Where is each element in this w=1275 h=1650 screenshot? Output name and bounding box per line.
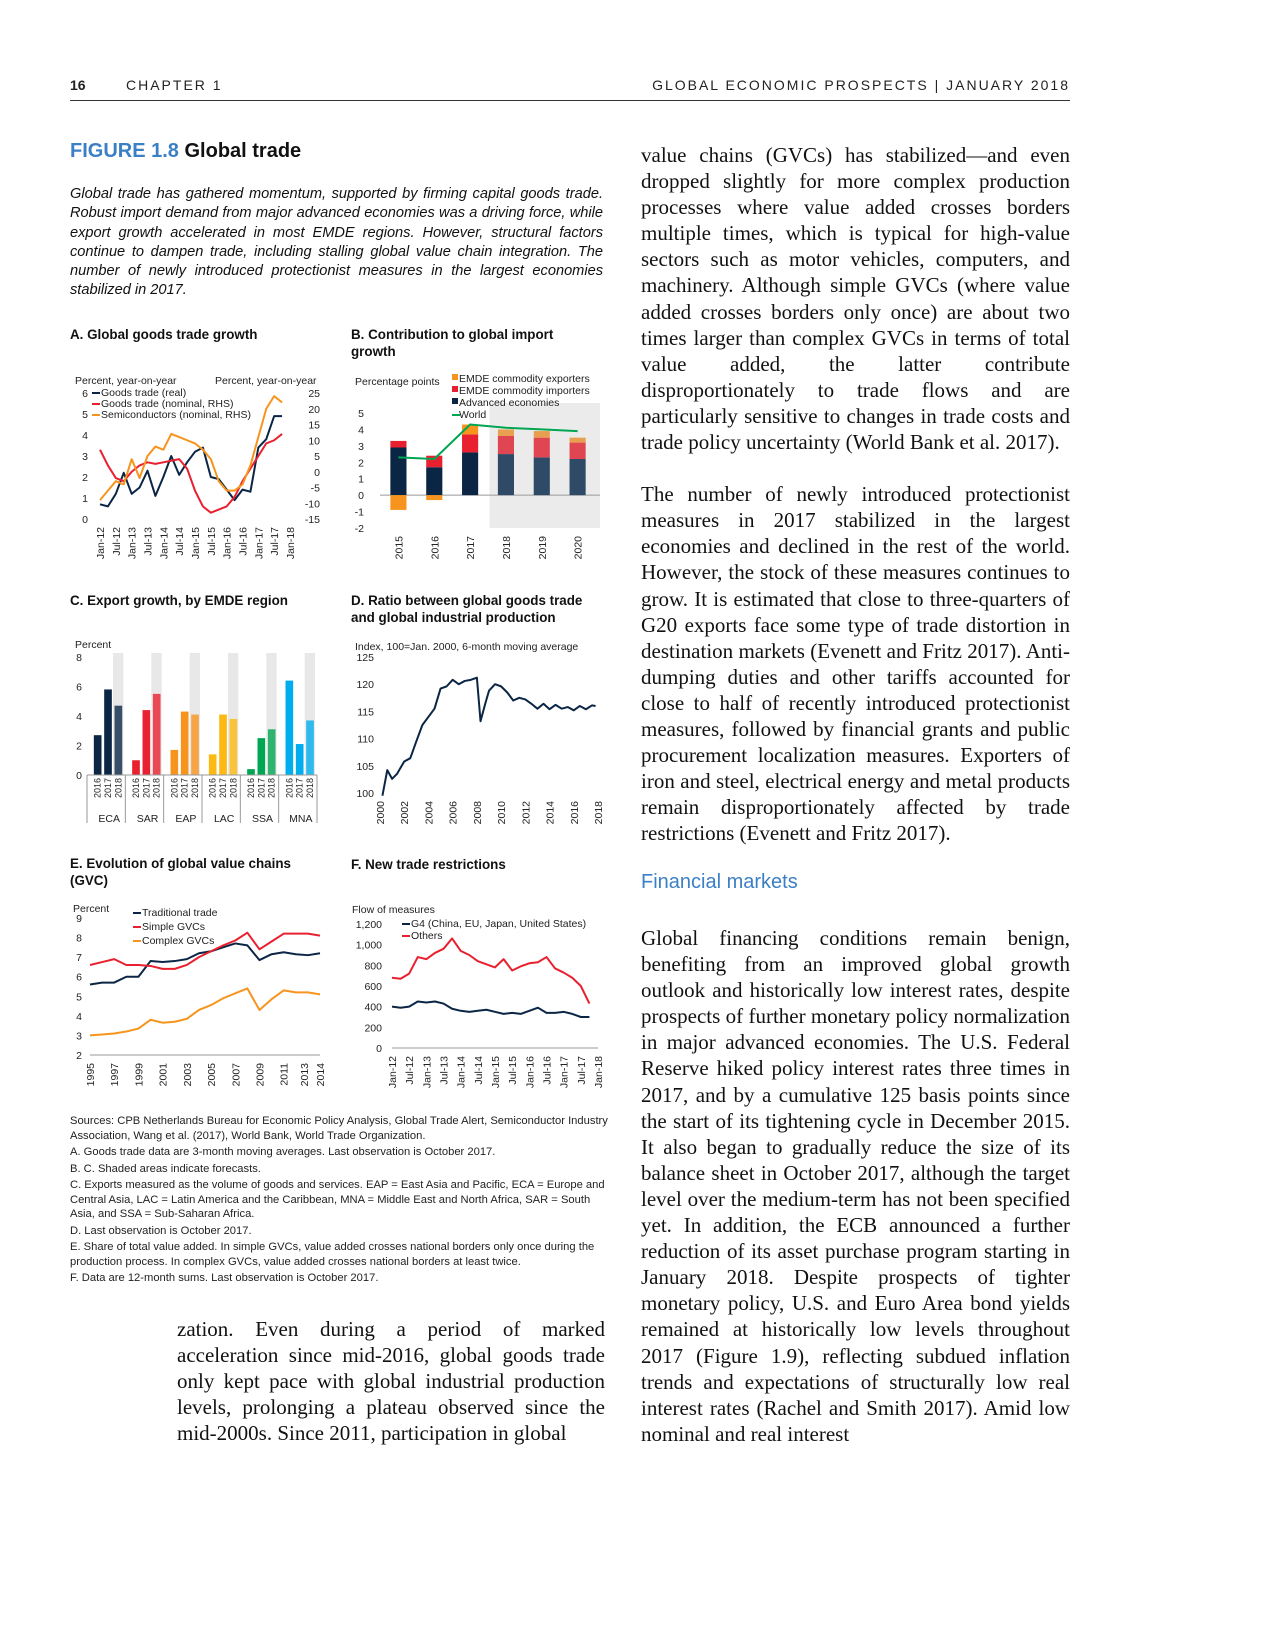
bar xyxy=(268,729,276,775)
paragraph: Global financing conditions remain benign, benefiting from an improved global growth outlook and historically low interest rates, despite prospects of further monetary policy normalization in major advanced economies. The U.S. Federal Reserve hiked policy interest rates three times in 2017, and by a cumulative 125 basis points since the start of its tightening cycle in December 2015. It also began to gradually reduce the size of its balance sheet in October 2017, although the target level over the medium-term has not been specified yet. In addition, the ECB announced a further reduction of its asset purchase program starting in January 2018. Despite prospects of tighter monetary policy, U.S. and Euro Area bond yields remained at historically low levels throughout 2017 (Figure 1.9), reflecting subdued inflation trends and expectations of structurally low real interest rates (Rachel and Smith 2017). Amid low nominal and real interest xyxy=(641,926,1070,1446)
x-tick-label: 2016 xyxy=(246,778,256,799)
category-label: ECA xyxy=(98,813,120,825)
x-tick-label: 2017 xyxy=(256,778,267,799)
y-tick-label: 105 xyxy=(356,760,374,773)
panel-c-title: C. Export growth, by EMDE region xyxy=(70,593,288,608)
x-tick-label: 2003 xyxy=(181,1063,194,1087)
x-tick-label: Jan-18 xyxy=(593,1056,605,1089)
bar-segment xyxy=(498,429,514,436)
bar-segment xyxy=(498,436,514,454)
y-tick-label: 1,200 xyxy=(355,919,382,931)
x-tick-label: 2018 xyxy=(228,778,239,799)
y2-tick-label: 15 xyxy=(308,419,320,432)
y2-tick-label: -15 xyxy=(304,514,320,526)
bar xyxy=(286,681,294,775)
bar-segment xyxy=(426,467,442,495)
legend-label: G4 (China, EU, Japan, United States) xyxy=(411,918,587,930)
bar xyxy=(258,738,266,775)
bar xyxy=(143,710,151,775)
legend-label: Simple GVCs xyxy=(142,921,206,933)
x-tick-label: 2016 xyxy=(429,536,442,560)
right-column-text xyxy=(641,142,1070,872)
bar-segment xyxy=(570,443,586,459)
legend-label: Complex GVCs xyxy=(142,935,215,947)
bar-segment xyxy=(570,438,586,443)
x-tick-label: Jan-15 xyxy=(490,1056,502,1089)
y-tick-label: 4 xyxy=(76,711,82,723)
y-tick-label: 5 xyxy=(358,408,364,420)
x-tick-label: 2017 xyxy=(465,536,478,560)
bar-segment xyxy=(426,456,442,468)
x-tick-label: Jul-15 xyxy=(205,527,218,556)
x-tick-label: Jul-17 xyxy=(575,1056,588,1085)
y-axis-label: Percentage points xyxy=(355,376,440,388)
bar xyxy=(209,754,217,775)
x-tick-label: Jan-12 xyxy=(387,1056,399,1089)
category-label: SSA xyxy=(251,813,274,825)
y-axis-label: Percent, year-on-year xyxy=(75,375,177,387)
legend-label: Goods trade (real) xyxy=(101,387,187,399)
x-tick-label: 2017 xyxy=(179,778,190,799)
y-tick-label: 125 xyxy=(356,652,374,664)
paragraph: The number of newly introduced protectionist measures in 2017 stabilized in the largest economies and declined in the rest of the world. However, the stock of these measures continues to grow. It is estimated that close to three-quarters of G20 exports face some type of trade distortion in destination markets (Evenett and Fritz 2017). Anti-dumping duties and other tariffs accounted for close to half of recently introduced protectionist measures, followed by financial grants and public procurement localization measures. Exporters of iron and steel, electrical energy and metal products remain disproportionately affected by trade restrictions (Evenett and Fritz 2017). xyxy=(641,482,1070,846)
y-tick-label: 8 xyxy=(76,932,82,945)
bar-segment xyxy=(534,457,550,495)
note-a: A. Goods trade data are 3-month moving averages. Last observation is October 2017. xyxy=(70,1146,496,1158)
y-tick-label: 4 xyxy=(358,424,364,437)
note-sources: Sources: CPB Netherlands Bureau for Economic Policy Analysis, Global Trade Alert, Semiconductor Industry Association, Wang et al. (2017), World Bank, World Trade Organization. xyxy=(70,1115,608,1142)
y-tick-label: 8 xyxy=(76,652,82,664)
series-line xyxy=(392,938,589,1003)
legend-label: Semiconductors (nominal, RHS) xyxy=(101,409,251,421)
y-tick-label: 100 xyxy=(356,788,374,800)
x-tick-label: 2014 xyxy=(544,801,557,825)
x-tick-label: Jan-16 xyxy=(524,1056,537,1089)
y2-tick-label: 10 xyxy=(308,435,320,448)
bar xyxy=(296,744,304,775)
y-tick-label: 1 xyxy=(82,493,88,505)
chapter-label: CHAPTER 1 xyxy=(126,77,223,93)
bar-segment xyxy=(534,438,550,458)
note-c: C. Exports measured as the volume of goods and services. EAP = East Asia and Pacific, ECA = Europe and Central Asia, LAC = Latin America and the Caribbean, MNA = Middle East and North Africa, SAR = South Asia, and SSA = Sub-Saharan Africa. xyxy=(70,1179,605,1220)
bar-segment xyxy=(462,452,478,495)
x-tick-label: Jan-12 xyxy=(95,527,107,560)
y2-tick-label: 0 xyxy=(314,466,320,479)
x-tick-label: Jul-16 xyxy=(541,1056,554,1085)
x-tick-label: Jul-12 xyxy=(110,527,123,556)
y-tick-label: 110 xyxy=(357,733,374,746)
bar-segment xyxy=(426,495,442,500)
legend-label: Goods trade (nominal, RHS) xyxy=(101,398,234,410)
x-tick-label: 2017 xyxy=(218,778,229,799)
bar xyxy=(181,712,189,775)
category-label: MNA xyxy=(289,813,313,825)
page-number: 16 xyxy=(70,77,86,93)
x-tick-label: Jan-17 xyxy=(558,1056,571,1089)
bar-segment xyxy=(390,441,406,448)
bar xyxy=(306,720,314,775)
y-tick-label: 2 xyxy=(358,457,364,470)
note-e: E. Share of total value added. In simple GVCs, value added crosses national borders only once during the production process. In complex GVCs, value added crosses national borders at least twice. xyxy=(70,1241,595,1268)
bar-segment xyxy=(390,495,406,510)
figure-notes xyxy=(70,1114,610,1288)
x-tick-label: 2014 xyxy=(315,1063,327,1087)
x-tick-label: Jan-18 xyxy=(285,527,297,560)
x-tick-label: 2004 xyxy=(423,801,436,825)
y-tick-label: 9 xyxy=(76,913,82,925)
legend-label: Others xyxy=(411,930,443,942)
figure-number: FIGURE 1.8 xyxy=(70,140,179,162)
bar-segment xyxy=(498,454,514,495)
y-tick-label: 600 xyxy=(364,981,382,993)
y-tick-label: 3 xyxy=(76,1030,82,1043)
figure-title-text: Global trade xyxy=(184,140,302,162)
y-tick-label: 120 xyxy=(356,679,374,692)
x-tick-label: 2016 xyxy=(92,778,103,799)
series-line xyxy=(392,1002,589,1018)
x-tick-label: 2007 xyxy=(230,1063,243,1087)
x-tick-label: 2011 xyxy=(278,1063,291,1086)
x-tick-label: 2013 xyxy=(298,1063,311,1087)
bar xyxy=(171,750,179,775)
series-line xyxy=(90,988,320,1035)
y-tick-label: 2 xyxy=(76,1050,82,1062)
bar xyxy=(94,735,102,775)
x-tick-label: 2001 xyxy=(157,1063,170,1087)
x-tick-label: 2016 xyxy=(169,778,180,799)
note-f: F. Data are 12-month sums. Last observation is October 2017. xyxy=(70,1272,379,1284)
legend-swatch xyxy=(452,374,458,380)
y-tick-label: 5 xyxy=(82,409,88,421)
y-tick-label: 6 xyxy=(82,388,88,400)
figure-intro: Global trade has gathered momentum, supported by firming capital goods trade. Robust import demand from major advanced economies was a driving force, while export growth accelerated in most EMDE regions. However, structural factors continue to dampen trade, including stalling global value chain integration. The number of newly introduced protectionist measures in the largest economies stabilized in 2017. xyxy=(70,186,603,299)
x-tick-label: 2018 xyxy=(190,778,201,799)
y-tick-label: -2 xyxy=(354,523,364,535)
x-tick-label: 2018 xyxy=(266,778,277,799)
x-tick-label: Jul-17 xyxy=(269,527,282,556)
x-tick-label: Jan-16 xyxy=(221,527,234,560)
publication-title: GLOBAL ECONOMIC PROSPECTS | JANUARY 2018 xyxy=(652,77,1070,93)
y-tick-label: 400 xyxy=(364,1001,382,1014)
y-tick-label: 7 xyxy=(76,952,82,965)
x-tick-label: Jul-14 xyxy=(174,527,187,556)
x-tick-label: Jul-13 xyxy=(142,527,155,556)
x-tick-label: Jul-14 xyxy=(472,1056,485,1085)
note-bc: B. C. Shaded areas indicate forecasts. xyxy=(70,1162,261,1175)
paragraph: zation. Even during a period of marked acceleration since mid-2016, global goods trade only kept pace with global industrial production levels, prolonging a plateau observed since the mid-2000s. Since 2011, participation in global xyxy=(177,1317,605,1446)
x-tick-label: 2018 xyxy=(113,778,124,799)
x-tick-label: Jan-13 xyxy=(421,1056,434,1089)
panel-e-title: E. Evolution of global value chains (GVC) xyxy=(70,856,291,888)
x-tick-label: 2006 xyxy=(447,801,460,825)
x-tick-label: 2015 xyxy=(393,536,406,560)
x-tick-label: Jan-14 xyxy=(455,1056,468,1089)
legend-label: World xyxy=(459,409,487,421)
y-tick-label: 800 xyxy=(364,960,382,973)
x-tick-label: 1999 xyxy=(133,1063,146,1087)
x-tick-label: 2008 xyxy=(471,801,484,825)
x-tick-label: 2005 xyxy=(206,1063,219,1087)
y-tick-label: 2 xyxy=(82,472,88,484)
bar xyxy=(230,719,238,775)
x-tick-label: 2018 xyxy=(151,778,162,799)
x-tick-label: 2000 xyxy=(375,801,387,825)
bar-segment xyxy=(534,431,550,438)
legend-label: Advanced economies xyxy=(459,397,560,409)
y-tick-label: -1 xyxy=(354,506,364,519)
y-tick-label: 0 xyxy=(358,490,364,503)
y-tick-label: 115 xyxy=(357,706,374,719)
y2-tick-label: 5 xyxy=(314,451,320,463)
legend-label: EMDE commodity importers xyxy=(459,385,590,397)
paragraph: value chains (GVCs) has stabilized—and even dropped slightly for more complex production processes where value added crosses borders multiple times, which is typical for high-value sectors such as motor vehicles, computers, and machinery. Although simple GVCs (where value added crosses borders only once) are about two times larger than complex GVCs in terms of total value added, the latter contribute disproportionately to trade flows and are particularly sensitive to changes in trade costs and trade policy uncertainty (World Bank et al. 2017). xyxy=(641,143,1070,455)
x-tick-label: 1997 xyxy=(109,1063,122,1087)
x-tick-label: 2009 xyxy=(254,1063,267,1087)
legend-swatch xyxy=(452,398,458,404)
bar xyxy=(115,706,123,775)
x-tick-label: Jul-13 xyxy=(438,1056,451,1085)
y-tick-label: 0 xyxy=(376,1043,382,1055)
bar xyxy=(219,715,227,775)
bar xyxy=(247,769,255,775)
legend-label: EMDE commodity exporters xyxy=(459,373,590,385)
bar-segment xyxy=(390,448,406,496)
y-axis-label: Percent xyxy=(75,639,112,651)
y-tick-label: 3 xyxy=(82,451,88,463)
y2-tick-label: 25 xyxy=(308,388,320,400)
x-tick-label: 2016 xyxy=(284,778,295,799)
x-tick-label: 2012 xyxy=(520,801,533,825)
legend-label: Traditional trade xyxy=(142,907,218,919)
bar xyxy=(153,694,161,775)
x-tick-label: Jan-17 xyxy=(253,527,266,560)
y-tick-label: 0 xyxy=(82,514,88,526)
y2-tick-label: -10 xyxy=(304,498,320,511)
left-column-text xyxy=(177,1316,605,1472)
x-tick-label: 2017 xyxy=(141,778,152,799)
panel-b-title: B. Contribution to global import growth xyxy=(351,327,554,359)
y2-tick-label: 20 xyxy=(308,403,320,416)
y-tick-label: 4 xyxy=(82,430,88,442)
category-label: SAR xyxy=(136,813,159,825)
category-label: LAC xyxy=(213,813,235,825)
x-tick-label: Jul-15 xyxy=(507,1056,520,1085)
y-tick-label: 1 xyxy=(358,473,364,486)
x-tick-label: 2018 xyxy=(305,778,316,799)
y-tick-label: 0 xyxy=(76,770,82,782)
y-tick-label: 200 xyxy=(364,1022,382,1035)
y-tick-label: 4 xyxy=(76,1010,82,1023)
y-axis-label: Flow of measures xyxy=(352,904,435,916)
x-tick-label: 2020 xyxy=(572,536,585,560)
panel-f-title: F. New trade restrictions xyxy=(351,857,506,872)
section-heading: Financial markets xyxy=(641,871,798,893)
x-tick-label: 2018 xyxy=(500,536,513,560)
x-tick-label: 2010 xyxy=(496,801,509,825)
y-axis-label: Percent xyxy=(73,903,110,915)
bar xyxy=(132,760,140,775)
bar xyxy=(104,689,112,775)
y-tick-label: 1,000 xyxy=(355,939,382,952)
x-tick-label: 2016 xyxy=(131,778,141,799)
y2-axis-label: Percent, year-on-year xyxy=(215,375,317,387)
x-tick-label: Jul-16 xyxy=(237,527,250,556)
y-tick-label: 6 xyxy=(76,681,82,694)
x-tick-label: 2019 xyxy=(536,536,549,560)
x-tick-label: 2016 xyxy=(568,801,581,825)
x-tick-label: 2017 xyxy=(103,778,114,799)
y-tick-label: 3 xyxy=(358,440,364,453)
x-tick-label: 2016 xyxy=(207,778,218,799)
bar-segment xyxy=(570,459,586,495)
note-d: D. Last observation is October 2017. xyxy=(70,1224,252,1237)
bar-segment xyxy=(462,434,478,452)
y2-tick-label: -5 xyxy=(310,482,320,495)
y-axis-label: Index, 100=Jan. 2000, 6-month moving average xyxy=(355,641,579,653)
x-tick-label: 2017 xyxy=(294,778,305,799)
bar xyxy=(191,715,199,775)
y-tick-label: 2 xyxy=(76,740,82,753)
category-label: EAP xyxy=(175,813,197,825)
section-text xyxy=(641,925,1070,1473)
y-tick-label: 6 xyxy=(76,971,82,984)
panel-a-title: A. Global goods trade growth xyxy=(70,327,258,342)
x-tick-label: Jan-14 xyxy=(158,527,171,560)
panel-d-title: D. Ratio between global goods trade and global industrial production xyxy=(351,593,583,625)
x-tick-label: 2018 xyxy=(593,801,605,825)
x-tick-label: 2002 xyxy=(399,801,412,825)
legend-swatch xyxy=(452,386,458,392)
x-tick-label: Jan-15 xyxy=(190,527,202,560)
x-tick-label: Jul-12 xyxy=(404,1056,417,1085)
series-line xyxy=(382,678,595,796)
y-tick-label: 5 xyxy=(76,991,82,1004)
x-tick-label: Jan-13 xyxy=(126,527,139,560)
x-tick-label: 1995 xyxy=(85,1063,97,1087)
